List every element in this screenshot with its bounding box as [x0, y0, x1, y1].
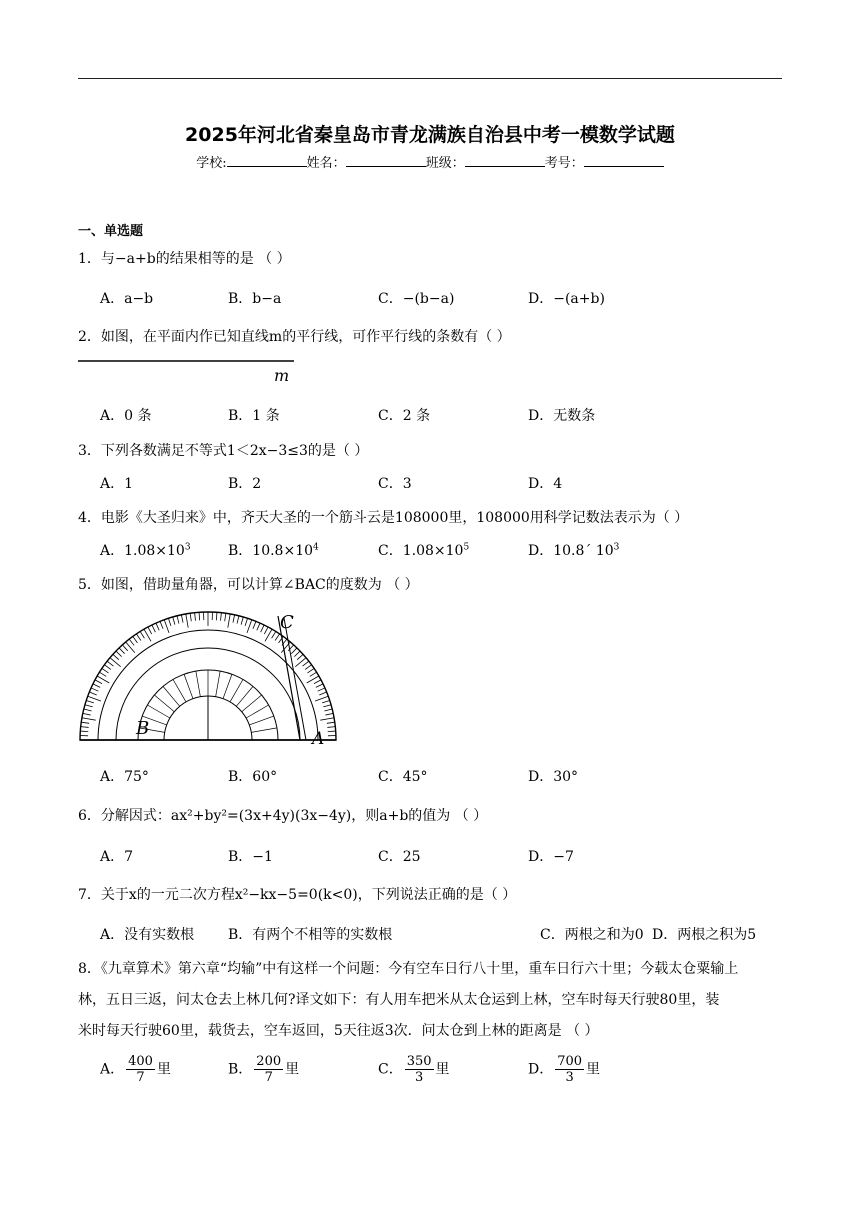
class-label: 班级：	[425, 156, 465, 171]
q7-option-b[interactable]: B．有两个不相等的实数根	[228, 927, 393, 943]
q1-option-a[interactable]: A．a−b	[100, 291, 154, 307]
q5-option-c[interactable]: C．45°	[378, 769, 428, 785]
question-3: 3．下列各数满足不等式1＜2x−3≤3的是（ ）	[78, 443, 369, 459]
q3-option-c[interactable]: C．3	[378, 476, 412, 492]
protractor-tick	[199, 612, 200, 620]
exam-no-blank[interactable]	[584, 154, 664, 167]
q6-option-a[interactable]: A．7	[100, 849, 134, 865]
q8-line-2: 林，五日三返，问太仓去上林几何?译文如下：有人用车把米从太仓运到上林，空车时每天行驶80里，装	[78, 992, 720, 1008]
line-m-figure	[78, 355, 298, 385]
question-8	[78, 954, 782, 1047]
name-label: 姓名：	[306, 156, 346, 171]
q3-option-b[interactable]: B．2	[228, 476, 262, 492]
q4-option-b[interactable]: B．$10.8\times 10^4$	[228, 542, 319, 559]
point-a-label: A	[312, 729, 325, 748]
protractor-tick	[328, 731, 336, 732]
q4-option-c[interactable]: C．$1.08\times 10^5$	[378, 542, 470, 559]
question-7: 7．关于x的一元二次方程x²−kx−5=0(k<0)，下列说法正确的是（ ）	[78, 887, 517, 903]
question-2: 2．如图，在平面内作已知直线m的平行线，可作平行线的条数有（ ）	[78, 329, 511, 345]
q3-option-a[interactable]: A．1	[100, 476, 134, 492]
q6-option-b[interactable]: B．−1	[228, 849, 273, 865]
q1-option-b[interactable]: B．b−a	[228, 291, 282, 307]
school-blank[interactable]	[227, 154, 307, 167]
q8-line-1: 8．《九章算术》第六章“均输”中有这样一个问题：今有空车日行八十里，重车日行六十里；今载太仓粟输上	[78, 961, 739, 977]
q2-option-d[interactable]: D．无数条	[528, 408, 596, 424]
protractor-figure	[76, 606, 338, 748]
protractor-tick	[216, 612, 217, 620]
q7-option-c[interactable]: C．两根之和为0	[540, 927, 644, 943]
q2-option-c[interactable]: C．2 条	[378, 408, 431, 424]
point-c-label: C	[280, 612, 294, 633]
name-blank[interactable]	[346, 154, 426, 167]
line-m-label: m	[274, 366, 290, 385]
q2-option-b[interactable]: B．1 条	[228, 408, 280, 424]
exam-no-label: 考号：	[544, 156, 584, 171]
student-info	[0, 152, 860, 171]
q3-option-d[interactable]: D．4	[528, 476, 563, 492]
q7-option-a[interactable]: A．没有实数根	[100, 927, 195, 943]
question-4: 4．电影《大圣归来》中，齐天大圣的一个筋斗云是108000里，108000用科学记数法表示为（ ）	[78, 510, 689, 526]
q4-option-d[interactable]: D．10.8´ $10^3$	[528, 542, 620, 559]
question-5: 5．如图，借助量角器，可以计算∠BAC的度数为 （ ）	[78, 577, 419, 593]
q8-option-a[interactable]: A． $\frac{400}{7}$ 里	[100, 1054, 171, 1085]
q7-option-d[interactable]: D．两根之积为5	[652, 927, 757, 943]
protractor-tick	[80, 731, 88, 732]
top-rule	[78, 78, 782, 79]
q2-option-a[interactable]: A．0 条	[100, 408, 152, 424]
q8-option-b[interactable]: B． $\frac{200}{7}$ 里	[228, 1054, 300, 1085]
question-1: 1．与−a+b的结果相等的是 （ ）	[78, 251, 291, 267]
q6-option-c[interactable]: C．25	[378, 849, 421, 865]
section-heading: 一、单选题	[78, 224, 144, 239]
q5-option-d[interactable]: D．30°	[528, 769, 579, 785]
q6-option-d[interactable]: D．−7	[528, 849, 574, 865]
q5-option-a[interactable]: A．75°	[100, 769, 149, 785]
q8-line-3: 米时每天行驶60里，载货去，空车返回，5天往返3次．问太仓到上林的距离是 （ ）	[78, 1023, 599, 1039]
q1-option-d[interactable]: D．−(a+b)	[528, 291, 605, 307]
point-b-label: B	[136, 718, 150, 739]
protractor	[80, 612, 336, 740]
q5-option-b[interactable]: B．60°	[228, 769, 278, 785]
q8-option-c[interactable]: C． $\frac{350}{3}$ 里	[378, 1054, 450, 1085]
question-6: 6．分解因式：ax²+by²=(3x+4y)(3x−4y)，则a+b的值为 （ ）	[78, 808, 488, 824]
q4-option-a[interactable]: A．$1.08\times 10^3$	[100, 542, 191, 559]
q1-option-c[interactable]: C．−(b−a)	[378, 291, 455, 307]
q8-option-d[interactable]: D． $\frac{700}{3}$ 里	[528, 1054, 601, 1085]
class-blank[interactable]	[465, 154, 545, 167]
school-label: 学校:	[196, 156, 227, 171]
page-title: 2025年河北省秦皇岛市青龙满族自治县中考一模数学试题	[185, 124, 675, 146]
